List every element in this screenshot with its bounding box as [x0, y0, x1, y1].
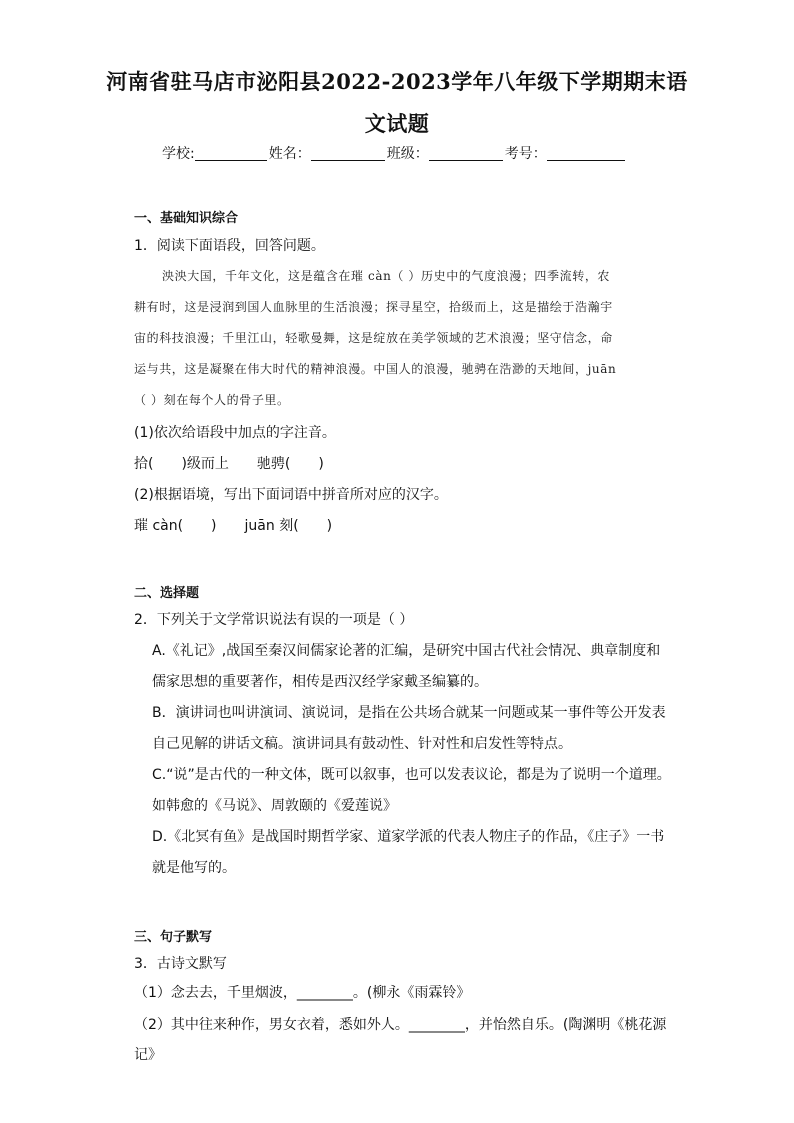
question-1-sub-2-answer: 璀 càn( ) juān 刻( ) [134, 518, 333, 534]
page-title-line-1: 河南省驻马店市泌阳县2022-2023学年八年级下学期期末语 [106, 69, 688, 94]
question-1-sub-1-answer: 拾( )级而上 驰骋( ) [134, 456, 324, 472]
student-info-row [162, 143, 627, 163]
question-3-item-2-cont: 记》 [134, 1047, 162, 1063]
section-heading-2: 二、选择题 [134, 586, 200, 601]
number-label: 考号： [504, 146, 547, 162]
name-blank [311, 146, 385, 161]
passage-line-2: 耕有时，这是浸润到国人血脉里的生活浪漫；探寻星空，拾级而上，这是描绘于浩瀚宇 [134, 300, 613, 314]
question-1-sub-1: (1)依次给语段中加点的字注音。 [134, 425, 336, 441]
question-2-stem: 2．下列关于文学常识说法有误的一项是（ ） [134, 612, 414, 628]
section-heading-1: 一、基础知识综合 [134, 211, 239, 226]
page-title-line-2: 文试题 [364, 111, 430, 136]
option-b-line-1: B．演讲词也叫讲演词、演说词，是指在公共场合就某一问题或某一事件等公开发表 [152, 705, 666, 721]
passage-line-3: 宙的科技浪漫；千里江山，轻歌曼舞，这是绽放在美学领域的艺术浪漫；坚守信念，命 [134, 331, 613, 345]
option-d-line-2: 就是他写的。 [152, 860, 236, 876]
option-c-line-1: C.“说”是古代的一种文体，既可以叙事，也可以发表议论，都是为了说明一个道理。 [152, 767, 671, 783]
passage-line-4: 运与共，这是凝聚在伟大时代的精神浪漫。中国人的浪漫，驰骋在浩渺的天地间，juān [134, 362, 617, 376]
option-b-line-2: 自己见解的讲话文稿。演讲词具有鼓动性、针对性和启发性等特点。 [152, 736, 572, 752]
class-label: 班级： [386, 146, 429, 162]
school-label: 学校: [162, 146, 195, 162]
option-d-line-1: D.《北冥有鱼》是战国时期哲学家、道家学派的代表人物庄子的作品，《庄子》一书 [152, 829, 665, 845]
option-c-line-2: 如韩愈的《马说》、周敦颐的《爱莲说》 [152, 798, 397, 814]
school-blank [195, 146, 267, 161]
option-a-line-2: 儒家思想的重要著作，相传是西汉经学家戴圣编纂的。 [152, 674, 488, 690]
passage-line-1: 泱泱大国，千年文化，这是蕴含在璀 càn（ ）历史中的气度浪漫；四季流转，农 [162, 269, 611, 283]
section-heading-3: 三、句子默写 [134, 930, 213, 945]
question-3-stem: 3．古诗文默写 [134, 956, 227, 972]
number-blank [547, 146, 625, 161]
class-blank [429, 146, 503, 161]
question-3-item-2: （2）其中往来种作，男女衣着，悉如外人。________，并怡然自乐。(陶渊明《桃花源 [134, 1017, 667, 1033]
question-3-item-1: （1）念去去，千里烟波，________。(柳永《雨霖铃》 [134, 985, 471, 1001]
name-label: 姓名： [268, 146, 311, 162]
question-1-sub-2: (2)根据语境，写出下面词语中拼音所对应的汉字。 [134, 487, 448, 503]
option-a-line-1: A.《礼记》,战国至秦汉间儒家论著的汇编，是研究中国古代社会情况、典章制度和 [152, 643, 661, 659]
question-1-stem: 1．阅读下面语段，回答问题。 [134, 238, 325, 254]
passage-line-5: （ ）刻在每个人的骨子里。 [134, 393, 290, 407]
